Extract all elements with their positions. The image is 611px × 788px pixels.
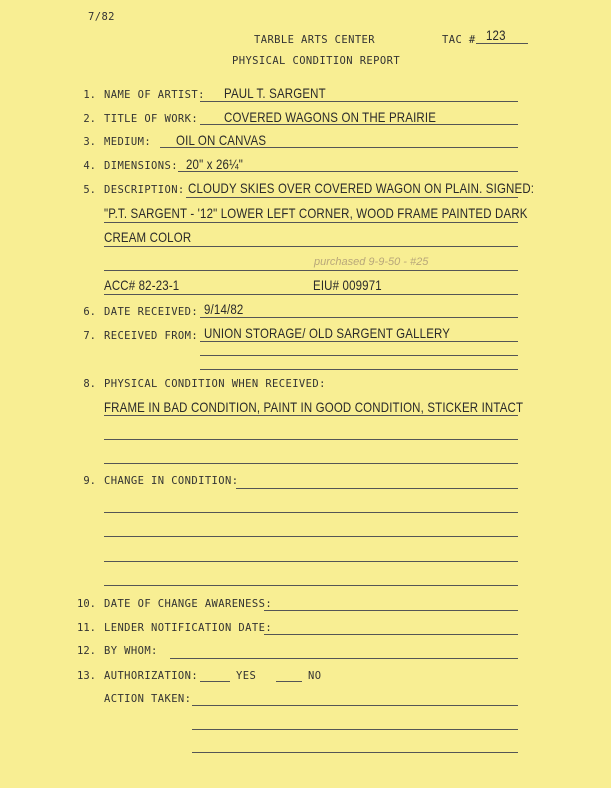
page-title: PHYSICAL CONDITION REPORT (232, 55, 401, 67)
field-number: 4. (83, 160, 96, 172)
field-number: 1. (83, 89, 96, 101)
field-number: 5. (83, 184, 96, 196)
field-number: 6. (83, 306, 96, 318)
field-number: 11. (77, 622, 96, 634)
medium-line (160, 147, 518, 148)
form-date-code: 7/82 (88, 11, 115, 23)
change-line-2 (104, 512, 518, 513)
received-from-line-3 (200, 369, 518, 370)
received-from-label: RECEIVED FROM: (104, 330, 199, 342)
field-number: 8. (83, 378, 96, 390)
artist-value: PAUL T. SARGENT (224, 85, 326, 101)
by-whom-label: BY WHOM: (104, 645, 158, 657)
authorization-no-blank (276, 681, 302, 682)
description-line-1: CLOUDY SKIES OVER COVERED WAGON ON PLAIN. SIGNED: (188, 180, 535, 196)
change-date-line (264, 610, 518, 611)
description-rule-5 (104, 294, 518, 295)
received-from-line-1 (200, 341, 518, 342)
description-line-2: "P.T. SARGENT - '12" LOWER LEFT CORNER, WOOD FRAME PAINTED DARK (104, 205, 528, 221)
authorization-yes-label: YES (236, 670, 257, 682)
change-line-3 (104, 536, 518, 537)
title-line (200, 124, 518, 125)
artist-label: NAME OF ARTIST: (104, 89, 205, 101)
field-number: 13. (77, 670, 96, 682)
dimensions-label: DIMENSIONS: (104, 160, 178, 172)
tac-number: 123 (486, 27, 506, 43)
received-from-line-2 (200, 355, 518, 356)
change-label: CHANGE IN CONDITION: (104, 475, 239, 487)
dimensions-value: 20" x 26¼" (186, 156, 244, 172)
condition-value: FRAME IN BAD CONDITION, PAINT IN GOOD CONDITION, STICKER INTACT (104, 399, 524, 415)
dimensions-line (178, 171, 518, 172)
description-label: DESCRIPTION: (104, 184, 185, 196)
change-line-1 (236, 488, 518, 489)
condition-line-3 (104, 463, 518, 464)
artist-line (200, 101, 518, 102)
field-number: 3. (83, 136, 96, 148)
authorization-label: AUTHORIZATION: (104, 670, 199, 682)
change-line-5 (104, 585, 518, 586)
accession-number: ACC# 82-23-1 (104, 277, 180, 293)
description-rule-3 (104, 246, 518, 247)
field-number: 12. (77, 645, 96, 657)
pencil-purchase-note: purchased 9-9-50 - #25 (314, 256, 429, 268)
received-from-value: UNION STORAGE/ OLD SARGENT GALLERY (204, 325, 451, 341)
by-whom-line (170, 658, 518, 659)
title-value: COVERED WAGONS ON THE PRAIRIE (224, 109, 437, 125)
date-received-label: DATE RECEIVED: (104, 306, 199, 318)
condition-line-1 (104, 415, 518, 416)
field-number: 9. (83, 475, 96, 487)
date-received-value: 9/14/82 (204, 301, 244, 317)
action-line-2 (192, 729, 518, 730)
description-rule-4 (104, 270, 518, 271)
change-date-label: DATE OF CHANGE AWARENESS: (104, 598, 273, 610)
field-number: 2. (83, 113, 96, 125)
eiu-number: EIU# 009971 (313, 277, 382, 293)
field-number: 7. (83, 330, 96, 342)
action-taken-label: ACTION TAKEN: (104, 693, 192, 705)
lender-date-label: LENDER NOTIFICATION DATE: (104, 622, 273, 634)
authorization-yes-blank (200, 681, 230, 682)
date-received-line (200, 317, 518, 318)
action-line-1 (192, 705, 518, 706)
description-rule-1 (186, 197, 518, 198)
title-label: TITLE OF WORK: (104, 113, 199, 125)
medium-value: OIL ON CANVAS (176, 132, 267, 148)
condition-label: PHYSICAL CONDITION WHEN RECEIVED: (104, 378, 326, 390)
medium-label: MEDIUM: (104, 136, 152, 148)
condition-line-2 (104, 439, 518, 440)
field-number: 10. (77, 598, 96, 610)
change-line-4 (104, 561, 518, 562)
lender-date-line (264, 634, 518, 635)
description-rule-2 (104, 222, 518, 223)
tac-label: TAC # (442, 34, 476, 46)
tac-number-line (476, 43, 528, 44)
action-line-3 (192, 752, 518, 753)
authorization-no-label: NO (308, 670, 322, 682)
description-line-3: CREAM COLOR (104, 229, 192, 245)
org-name: TARBLE ARTS CENTER (254, 34, 375, 46)
